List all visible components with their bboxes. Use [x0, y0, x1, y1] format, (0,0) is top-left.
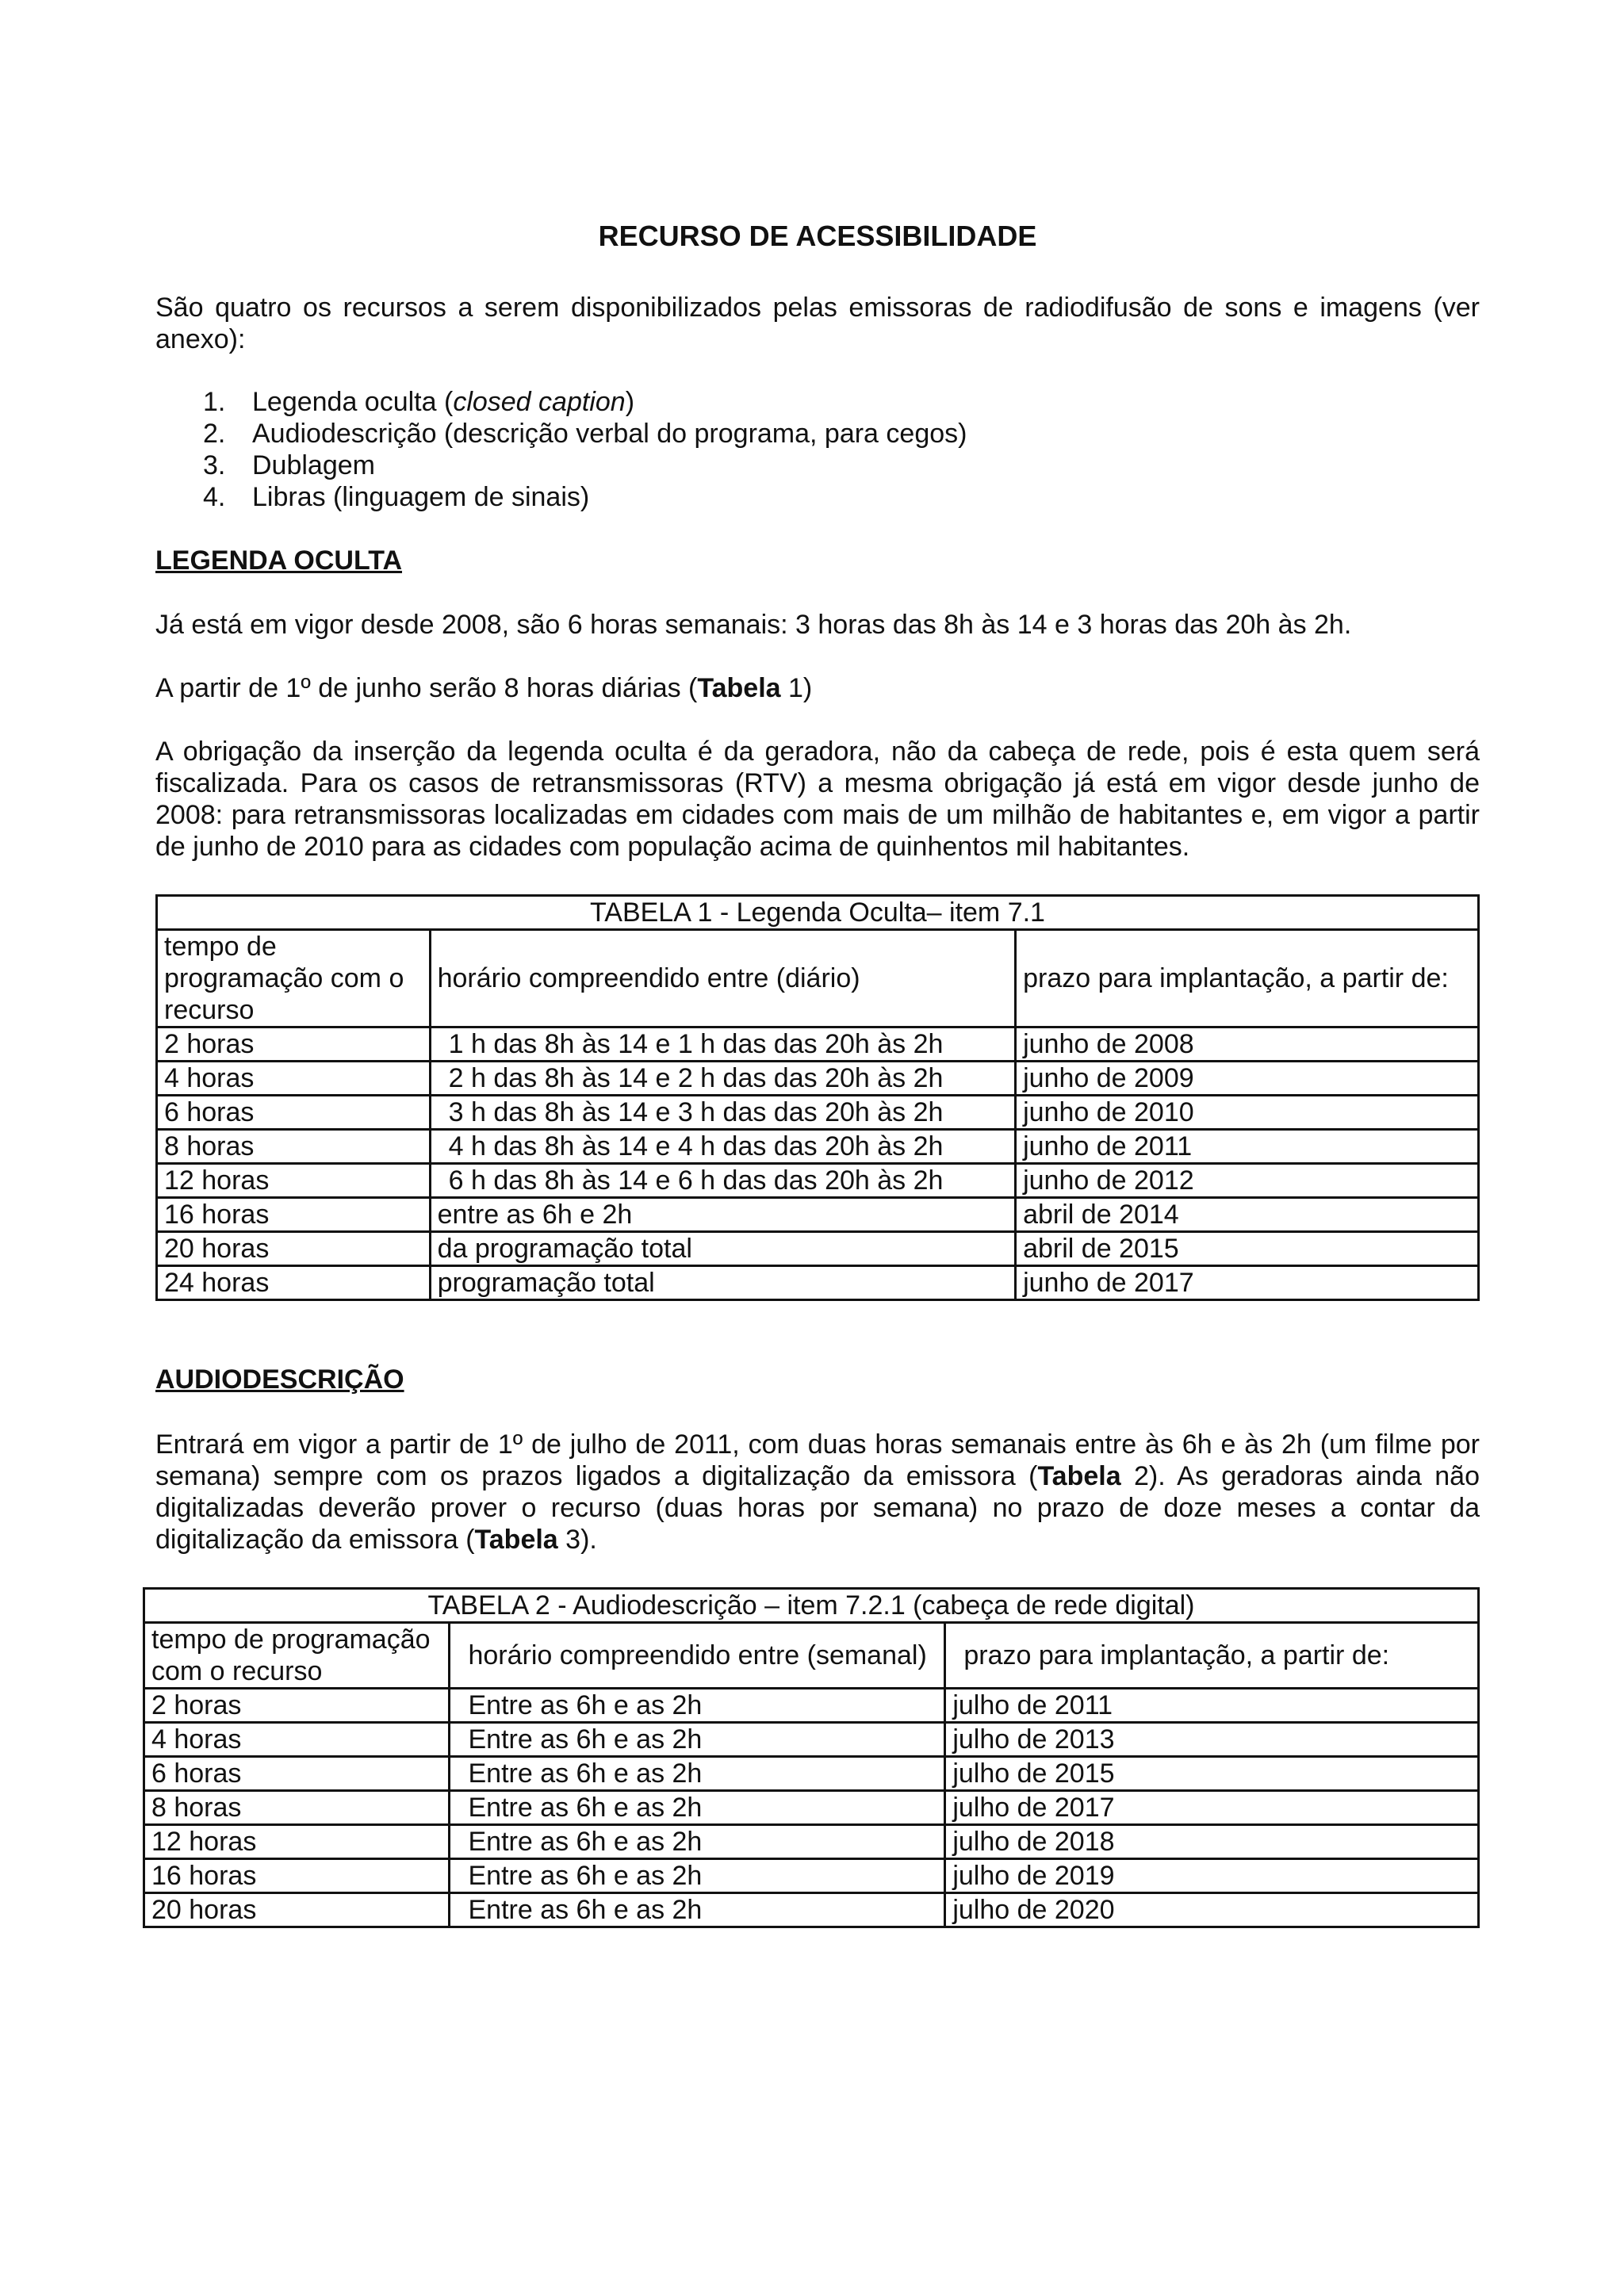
table-cell: julho de 2015	[945, 1757, 1479, 1791]
intro-paragraph: São quatro os recursos a serem disponibilizados pelas emissoras de radiodifusão de sons e imagens (ver anexo):	[155, 293, 1480, 354]
table-cell: 4 h das 8h às 14 e 4 h das das 20h às 2h	[430, 1130, 1015, 1164]
audio-p-bold-b: Tabela	[1037, 1461, 1121, 1491]
audio-paragraph	[155, 1429, 1480, 1556]
table-cell: 24 horas	[157, 1266, 431, 1300]
list-item-text-after: )	[625, 387, 635, 417]
legenda-paragraph-2	[155, 672, 1480, 704]
table-header-cell: tempo de programação com o recurso	[157, 930, 431, 1027]
table-cell: da programação total	[430, 1232, 1015, 1266]
audio-p-text-c: 2). As geradoras ainda não digitalizadas deverão prover o recurso (duas horas por semana) no prazo de doze meses a contar da digitalização da emissora (	[155, 1461, 1480, 1555]
table-cell: julho de 2018	[945, 1825, 1479, 1859]
audio-p-bold-d: Tabela	[474, 1525, 558, 1555]
table-cell: 6 h das 8h às 14 e 6 h das das 20h às 2h	[430, 1164, 1015, 1198]
table-cell: Entre as 6h e as 2h	[450, 1757, 945, 1791]
table-caption-row	[144, 1589, 1479, 1623]
table-header-cell: tempo de programação com o recurso	[144, 1623, 450, 1689]
table-cell: 20 horas	[157, 1232, 431, 1266]
list-item	[155, 481, 1266, 513]
table-cell: julho de 2013	[945, 1723, 1479, 1757]
table-row	[144, 1723, 1479, 1757]
resources-list	[155, 386, 1266, 513]
table-cell: 8 horas	[144, 1791, 450, 1825]
table-cell: Entre as 6h e as 2h	[450, 1825, 945, 1859]
table-cell: Entre as 6h e as 2h	[450, 1689, 945, 1723]
table-row	[157, 1164, 1479, 1198]
table-header-cell: prazo para implantação, a partir de:	[1016, 930, 1479, 1027]
table-row	[157, 1027, 1479, 1062]
legenda-heading: LEGENDA OCULTA	[155, 545, 403, 576]
table-row	[144, 1757, 1479, 1791]
table-row	[144, 1825, 1479, 1859]
legenda-p2-text: A partir de 1º de junho serão 8 horas diárias (	[155, 673, 698, 703]
table-cell: 6 horas	[144, 1757, 450, 1791]
table-cell: junho de 2010	[1016, 1096, 1479, 1130]
table-cell: 4 horas	[144, 1723, 450, 1757]
table-row	[144, 1791, 1479, 1825]
table-row	[144, 1859, 1479, 1893]
table-cell: junho de 2008	[1016, 1027, 1479, 1062]
table-row	[157, 1266, 1479, 1300]
legenda-paragraph-3: A obrigação da inserção da legenda oculta é da geradora, não da cabeça de rede, pois é esta quem será fiscalizada. Para os casos de retransmissoras (RTV) a mesma obrigação já está em vigor desde junho de 2008: para retransmissoras localizadas em cidades com mais de um milhão de habitantes e, em vigor a partir de junho de 2010 para as cidades com população acima de quinhentos mil habitantes.	[155, 737, 1480, 862]
list-item	[155, 386, 1266, 418]
table-cell: entre as 6h e 2h	[430, 1198, 1015, 1232]
table-row	[157, 1198, 1479, 1232]
list-item-number: 2.	[203, 419, 226, 449]
table-legenda-oculta	[155, 894, 1480, 1301]
legenda-p2-bold: Tabela	[697, 673, 781, 703]
table-cell: junho de 2011	[1016, 1130, 1479, 1164]
table-cell: Entre as 6h e as 2h	[450, 1859, 945, 1893]
table-cell: 6 horas	[157, 1096, 431, 1130]
table-cell: 20 horas	[144, 1893, 450, 1927]
audio-p-text-a: Entrará em vigor a partir de 1º de julho de 2011, com duas horas semanais entre às 6h e às 2h (um filme por semana) sempre com os prazos ligados a digitalização da emissora (	[155, 1429, 1480, 1491]
table-row	[157, 1062, 1479, 1096]
table-row	[157, 1232, 1479, 1266]
table-cell: abril de 2015	[1016, 1232, 1479, 1266]
table-cell: 8 horas	[157, 1130, 431, 1164]
table-cell: 12 horas	[144, 1825, 450, 1859]
table-row	[144, 1893, 1479, 1927]
table-header-row	[157, 930, 1479, 1027]
table-cell: 2 h das 8h às 14 e 2 h das das 20h às 2h	[430, 1062, 1015, 1096]
table-cell: junho de 2009	[1016, 1062, 1479, 1096]
table-cell: junho de 2017	[1016, 1266, 1479, 1300]
table-header-cell: prazo para implantação, a partir de:	[945, 1623, 1479, 1689]
table-cell: julho de 2017	[945, 1791, 1479, 1825]
list-item-number: 1.	[203, 387, 226, 417]
list-item-number: 3.	[203, 450, 226, 480]
table-cell: julho de 2011	[945, 1689, 1479, 1723]
table-cell: 16 horas	[144, 1859, 450, 1893]
list-item	[155, 450, 1266, 481]
list-item-italic: closed caption	[453, 387, 626, 417]
table-cell: Entre as 6h e as 2h	[450, 1893, 945, 1927]
table-cell: abril de 2014	[1016, 1198, 1479, 1232]
table-cell: junho de 2012	[1016, 1164, 1479, 1198]
table-header-cell: horário compreendido entre (semanal)	[450, 1623, 945, 1689]
table-cell: 16 horas	[157, 1198, 431, 1232]
table-header-cell: horário compreendido entre (diário)	[430, 930, 1015, 1027]
table-caption-row	[157, 896, 1479, 930]
table-cell: Entre as 6h e as 2h	[450, 1791, 945, 1825]
table-cell: 1 h das 8h às 14 e 1 h das das 20h às 2h	[430, 1027, 1015, 1062]
legenda-p2-text-after: 1)	[780, 673, 813, 703]
table-audiodescricao	[143, 1587, 1480, 1928]
table-caption: TABELA 2 - Audiodescrição – item 7.2.1 (cabeça de rede digital)	[144, 1589, 1479, 1623]
audio-heading: AUDIODESCRIÇÃO	[155, 1364, 404, 1395]
list-item-text: Dublagem	[252, 450, 375, 480]
list-item	[155, 418, 1266, 450]
table-cell: 2 horas	[157, 1027, 431, 1062]
table-header-row	[144, 1623, 1479, 1689]
page-title: RECURSO DE ACESSIBILIDADE	[598, 220, 1037, 252]
list-item-number: 4.	[203, 482, 226, 512]
table-row	[144, 1689, 1479, 1723]
table-cell: julho de 2019	[945, 1859, 1479, 1893]
table-row	[157, 1096, 1479, 1130]
list-item-text: Libras (linguagem de sinais)	[252, 482, 590, 512]
table-cell: 2 horas	[144, 1689, 450, 1723]
list-item-text: Audiodescrição (descrição verbal do programa, para cegos)	[252, 419, 967, 449]
table-row	[157, 1130, 1479, 1164]
list-item-text: Legenda oculta (	[252, 387, 454, 417]
table-caption: TABELA 1 - Legenda Oculta– item 7.1	[157, 896, 1479, 930]
legenda-paragraph-1: Já está em vigor desde 2008, são 6 horas semanais: 3 horas das 8h às 14 e 3 horas das 20h às 2h.	[155, 610, 1352, 640]
audio-p-text-e: 3).	[557, 1525, 597, 1555]
table-cell: 3 h das 8h às 14 e 3 h das das 20h às 2h	[430, 1096, 1015, 1130]
table-cell: programação total	[430, 1266, 1015, 1300]
table-cell: Entre as 6h e as 2h	[450, 1723, 945, 1757]
table-cell: 12 horas	[157, 1164, 431, 1198]
table-cell: julho de 2020	[945, 1893, 1479, 1927]
table-cell: 4 horas	[157, 1062, 431, 1096]
